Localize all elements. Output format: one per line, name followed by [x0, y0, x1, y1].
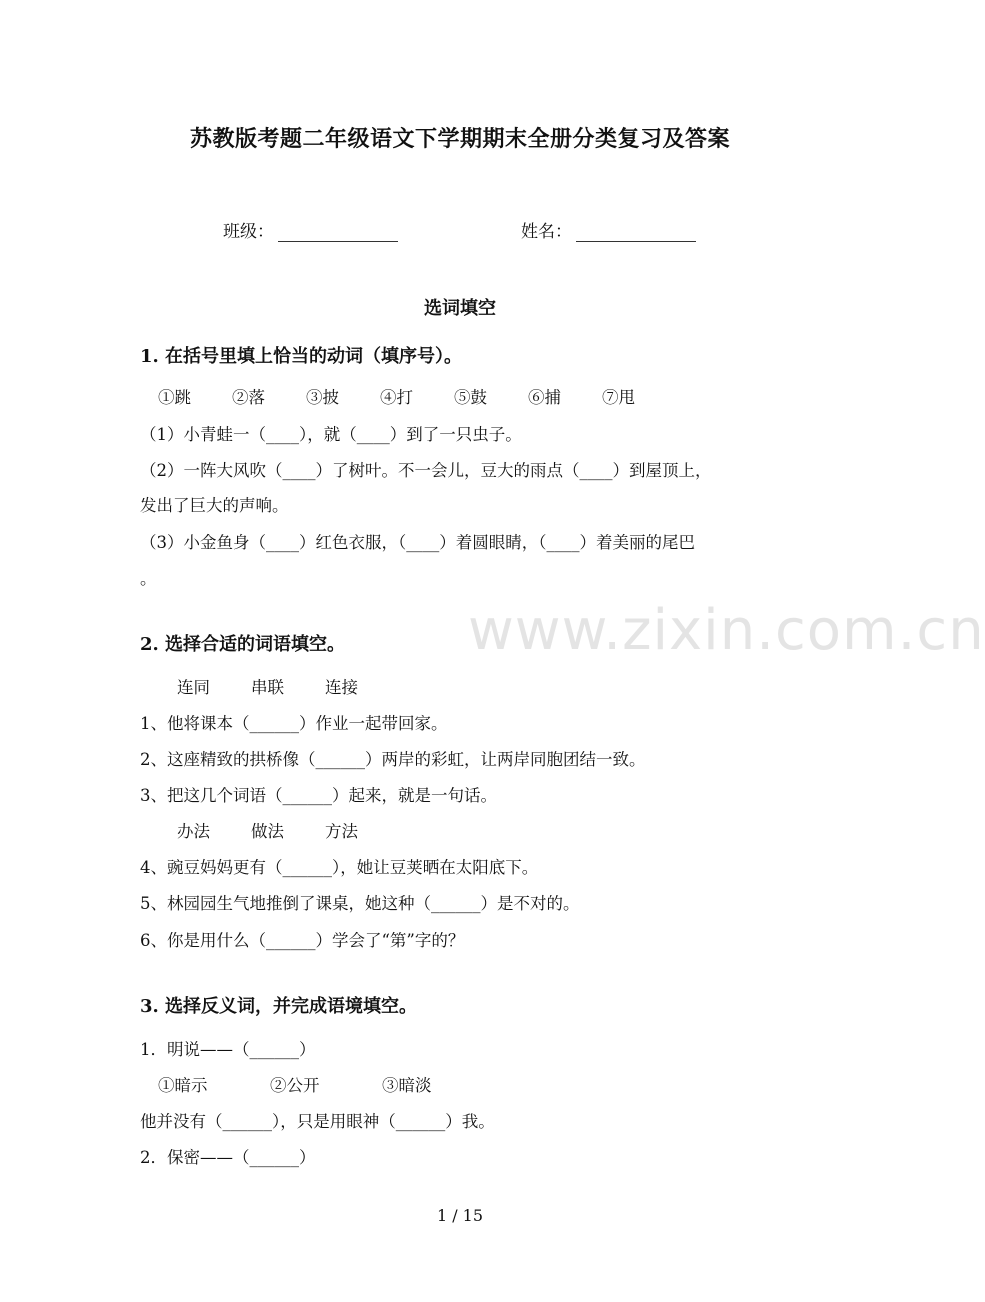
question-3-sentence: 他并没有（______），只是用眼神（______）我。 — [140, 1112, 495, 1131]
option-item: ③暗淡 — [382, 1076, 432, 1095]
word-option: 办法 — [177, 822, 210, 841]
question-2-line: 1、他将课本（______）作业一起带回家。 — [140, 714, 448, 733]
question-2-line: 5、林园园生气地推倒了课桌，她这种（______）是不对的。 — [140, 894, 580, 913]
question-1-line: （3）小金鱼身（____）红色衣服，（____）着圆眼睛，（____）着美丽的尾巴 — [140, 533, 695, 552]
name-label: 姓名： — [521, 222, 572, 242]
question-2-word-group-1 — [177, 674, 358, 698]
option-item: ⑥捕 — [528, 388, 561, 407]
question-2-heading: 2. 选择合适的词语填空。 — [140, 634, 346, 655]
word-option: 做法 — [251, 822, 284, 841]
document-title: 苏教版考题二年级语文下学期期末全册分类复习及答案 — [189, 126, 730, 152]
question-1-line: （2）一阵大风吹（____）了树叶。不一会儿，豆大的雨点（____）到屋顶上， — [140, 461, 712, 480]
word-option: 连接 — [325, 678, 358, 697]
option-item: ③披 — [306, 388, 339, 407]
question-1-options — [158, 384, 635, 408]
option-item: ①暗示 — [158, 1076, 208, 1095]
option-item: ①跳 — [158, 388, 191, 407]
question-2-line: 4、豌豆妈妈更有（______），她让豆荚晒在太阳底下。 — [140, 858, 539, 877]
question-3-item-2: 2．保密——（______） — [140, 1148, 316, 1167]
question-2-line: 6、你是用什么（______）学会了“第”字的？ — [140, 931, 465, 950]
question-1-heading: 1. 在括号里填上恰当的动词（填序号）。 — [140, 346, 463, 367]
page-number: 1 / 15 — [436, 1206, 484, 1225]
option-item: ④打 — [380, 388, 413, 407]
option-item: ②公开 — [270, 1076, 320, 1095]
question-3-options — [158, 1072, 432, 1096]
option-item: ②落 — [232, 388, 265, 407]
question-3-heading: 3. 选择反义词，并完成语境填空。 — [140, 996, 418, 1017]
section-title: 选词填空 — [424, 298, 496, 319]
option-item: ⑦甩 — [602, 388, 635, 407]
option-item: ⑤鼓 — [454, 388, 487, 407]
name-blank-line — [576, 223, 696, 242]
class-field — [223, 217, 398, 242]
question-1-line: （1）小青蛙一（____），就（____）到了一只虫子。 — [140, 425, 522, 444]
word-option: 方法 — [325, 822, 358, 841]
word-option: 串联 — [251, 678, 284, 697]
watermark: www.zixin.com.cn — [468, 598, 985, 663]
word-option: 连同 — [177, 678, 210, 697]
question-2-line: 2、这座精致的拱桥像（______）两岸的彩虹，让两岸同胞团结一致。 — [140, 750, 646, 769]
class-blank-line — [278, 223, 398, 242]
name-field — [521, 217, 696, 242]
question-2-word-group-2 — [177, 818, 358, 842]
class-label: 班级： — [223, 222, 274, 242]
question-1-line: 发出了巨大的声响。 — [140, 496, 289, 515]
question-3-item-1: 1．明说——（______） — [140, 1040, 316, 1059]
question-2-line: 3、把这几个词语（______）起来，就是一句话。 — [140, 786, 497, 805]
question-1-line: 。 — [140, 569, 157, 588]
